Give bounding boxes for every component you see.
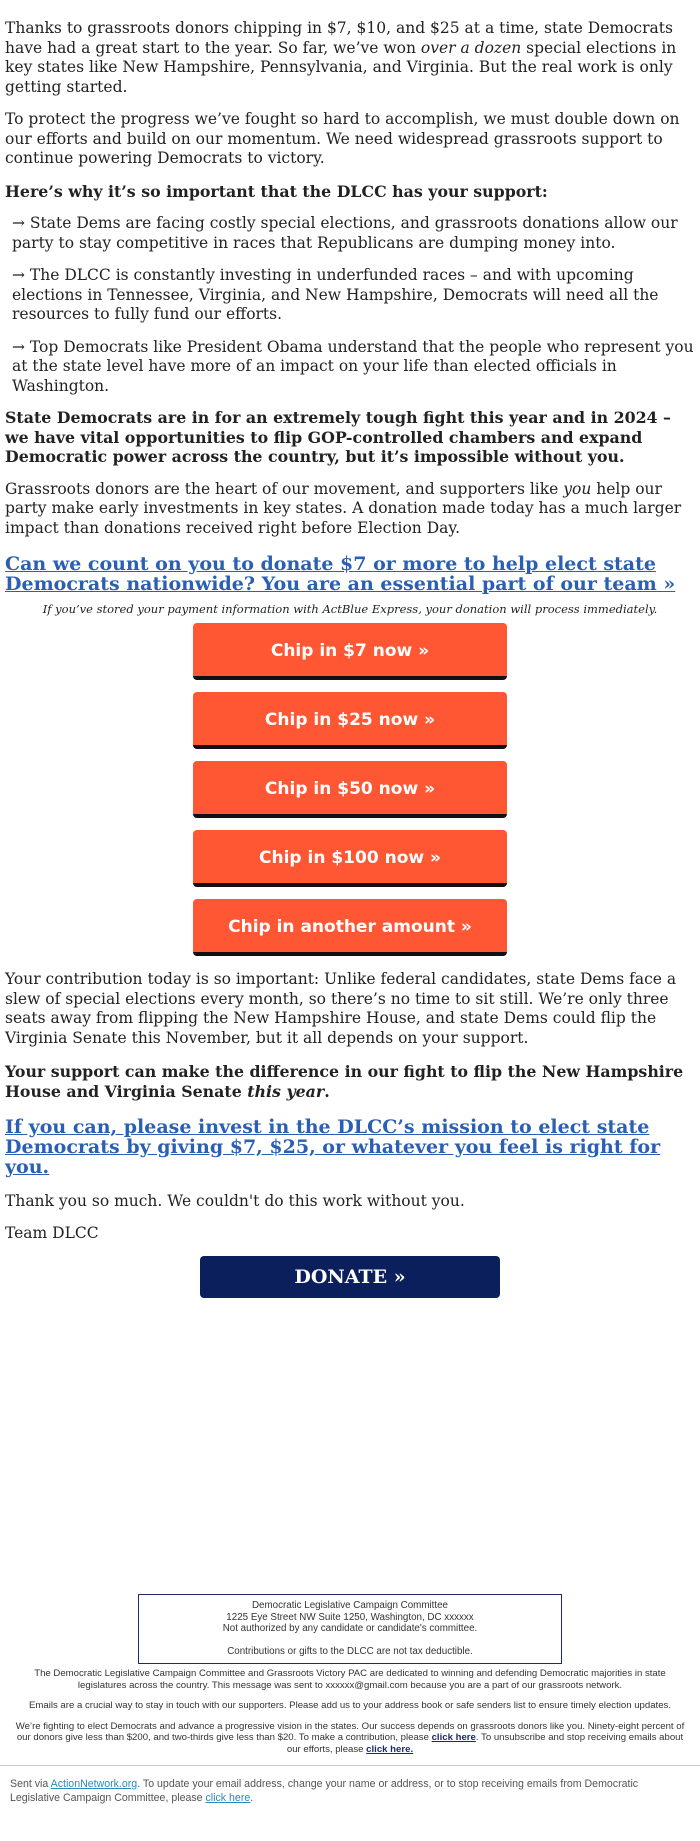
intro-paragraph-2: To protect the progress we’ve fought so hard to accomplish, we must double down on our efforts and build on our momentum. We need widespread grassroots support to continue powering Democrats to victory. — [5, 110, 680, 167]
chip-in-100-button[interactable]: Chip in $100 now » — [193, 830, 507, 887]
footer-address-box — [138, 1594, 562, 1664]
footer-tax-note: Contributions or gifts to the DLCC are not tax deductible. — [227, 1645, 473, 1657]
tough-fight-paragraph: State Democrats are in for an extremely tough fight this year and in 2024 – we have vital opportunities to flip GOP-controlled chambers and expand Democratic power across the country, but it’s impossible without you. — [5, 408, 671, 466]
why-point-2: → The DLCC is constantly investing in underfunded races – and with upcoming elections in Tennessee, Virginia, and New Hampshire, Democrats will need all the resources to fully fund our efforts. — [12, 266, 659, 323]
update-preferences-link[interactable]: click here — [205, 1792, 251, 1804]
why-heading: Here’s why it’s so important that the DLCC has your support: — [5, 181, 548, 201]
thanks-text: Thank you so much. We couldn't do this work without you. — [5, 1192, 465, 1210]
footer-mission: The Democratic Legislative Campaign Committee and Grassroots Victory PAC are dedicated to winning and defending Democratic majorities in state legislatures across the country. This message was sent to xxxxxx@gmail.com because you are a part of our grassroots network. — [34, 1668, 666, 1691]
unsubscribe-link[interactable]: click here. — [366, 1743, 414, 1755]
why-point-1: → State Dems are facing costly special elections, and grassroots donations allow our party to stay competitive in races that Republicans are dumping money into. — [12, 214, 678, 252]
grassroots-paragraph: Grassroots donors are the heart of our movement, and supporters like you help our party make early investments in key states. A donation made today has a much larger impact than donations received right before Election Day. — [5, 479, 682, 537]
footer — [0, 1594, 700, 1805]
difference-paragraph: Your support can make the difference in our fight to flip the New Hampshire House and Virginia Senate this year. — [5, 1062, 684, 1101]
chip-in-7-button[interactable]: Chip in $7 now » — [193, 623, 507, 680]
intro-paragraph-1: Thanks to grassroots donors chipping in $7, $10, and $25 at a time, state Democrats have had a great start to the year. So far, we’ve won over a dozen special elections in key states like New Hampshire, Pennsylvania, and Virginia. But the real work is only getting started. — [5, 19, 677, 96]
chip-in-other-button[interactable]: Chip in another amount » — [193, 899, 507, 956]
footer-emails-note: Emails are a crucial way to stay in touch with our supporters. Please add us to your address book or safe senders list to ensure timely election updates. — [28, 1700, 672, 1711]
donate-button[interactable]: DONATE » — [200, 1256, 500, 1298]
invest-link[interactable]: If you can, please invest in the DLCC’s mission to elect state Democrats by giving $7, $25, or whatever you feel is right for you. — [5, 1116, 661, 1178]
signoff-text: Team DLCC — [5, 1223, 99, 1242]
footer-disclaimer: Not authorized by any candidate or candidate's committee. — [222, 1623, 478, 1634]
chip-in-25-button[interactable]: Chip in $25 now » — [193, 692, 507, 749]
actionnetwork-link[interactable]: ActionNetwork.org — [50, 1778, 138, 1790]
footer-address: 1225 Eye Street NW Suite 1250, Washington, DC xxxxxx — [226, 1611, 474, 1623]
sent-via-text: Sent via ActionNetwork.org. To update your email address, change your name or address, or to stop receiving emails from Democratic Legislative Campaign Committee, please click here. — [10, 1778, 639, 1804]
why-point-3: → Top Democrats like President Obama understand that the people who represent you at the state level have more of an impact on your life than elected officials in Washington. — [12, 337, 694, 395]
footer-org-name: Democratic Legislative Campaign Committee — [251, 1600, 448, 1611]
chip-in-50-button[interactable]: Chip in $50 now » — [193, 761, 507, 818]
donate-ask-link[interactable]: Can we count on you to donate $7 or more to help elect state Democrats nationwide? You are an essential part of our team » — [5, 553, 676, 595]
contribute-link[interactable]: click here — [431, 1732, 476, 1743]
footer-fighting: We’re fighting to elect Democrats and advance a progressive vision in the states. Our success depends on grassroots donors like you. Ninety-eight percent of our donors give less than $200, and two-thirds give less than $20. To make a contribution, please click here. To unsubscribe and stop receiving emails about our efforts, please click here. — [15, 1720, 685, 1755]
actblue-express-note: If you’ve stored your payment information with ActBlue Express, your donation will process immediately. — [42, 602, 658, 616]
donation-buttons — [5, 623, 695, 956]
contribution-paragraph: Your contribution today is so important: Unlike federal candidates, state Dems face a slew of special elections every month, so there’s no time to sit still. We’re only three seats away from flipping the New Hampshire House, and state Dems could flip the Virginia Senate this November, but it all depends on your support. — [5, 970, 677, 1047]
